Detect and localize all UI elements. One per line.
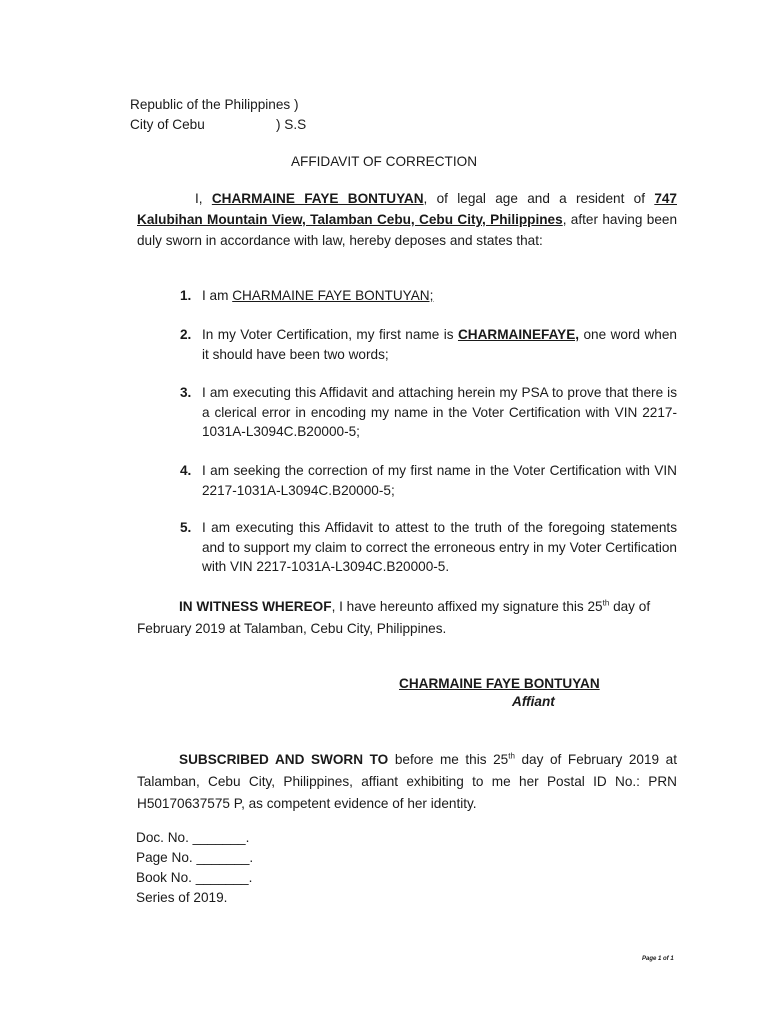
list-item: 1. I am CHARMAINE FAYE BONTUYAN; bbox=[180, 288, 434, 303]
venue-republic: Republic of the Philippines ) bbox=[130, 97, 299, 112]
affiant-address: 747 Kalubihan Mountain View, Talamban Cebu, Cebu City, Philippines bbox=[137, 191, 677, 227]
doc-no: Doc. No. _______. bbox=[136, 830, 250, 845]
venue-header bbox=[130, 95, 306, 135]
page-footer: Page 1 of 1 bbox=[642, 956, 674, 962]
list-item: 4. I am seeking the correction of my first name in the Voter Certification with VIN 2217-1031A-L3094C.B20000-5; bbox=[180, 463, 677, 498]
affiant-name: CHARMAINE FAYE BONTUYAN bbox=[211, 191, 424, 206]
list-item: 3. I am executing this Affidavit and attaching herein my PSA to prove that there is a clerical error in encoding my name in the Voter Certification with VIN 2217-1031A-L3094C.B20000-5; bbox=[180, 385, 677, 439]
venue-ss: ) S.S bbox=[276, 117, 307, 132]
intro-paragraph: I, CHARMAINE FAYE BONTUYAN, of legal age and a resident of 747 Kalubihan Mountain View, Talamban Cebu, Cebu City, Philippines, after having been duly sworn in accordance with law, hereby deposes and states that: bbox=[137, 191, 678, 248]
signature-role: Affiant bbox=[512, 694, 555, 709]
jurat-paragraph: SUBSCRIBED AND SWORN TO before me this 25th day of February 2019 at Talamban, Cebu City, Philippines, affiant exhibiting to me her Postal ID No.: PRN H50170637575 P, as competent evidence of her identity. bbox=[137, 751, 677, 811]
series: Series of 2019. bbox=[136, 890, 228, 905]
witness-paragraph: IN WITNESS WHEREOF, I have hereunto affixed my signature this 25th day of February 2019 at Talamban, Cebu City, Philippines. bbox=[137, 598, 651, 636]
list-item: 5. I am executing this Affidavit to attest to the truth of the foregoing statements and to support my claim to correct the erroneous entry in my Voter Certification with VIN 2217-1031A-L3094C.B20000-5. bbox=[180, 520, 677, 574]
list-item: 2. In my Voter Certification, my first name is CHARMAINEFAYE, one word when it should have been two words; bbox=[180, 327, 677, 362]
page-no: Page No. _______. bbox=[136, 850, 254, 865]
document-title: AFFIDAVIT OF CORRECTION bbox=[290, 154, 478, 169]
notarial-register bbox=[136, 828, 253, 908]
signature-name: CHARMAINE FAYE BONTUYAN bbox=[399, 676, 600, 691]
venue-city: City of Cebu bbox=[130, 117, 205, 132]
book-no: Book No. _______. bbox=[136, 870, 253, 885]
